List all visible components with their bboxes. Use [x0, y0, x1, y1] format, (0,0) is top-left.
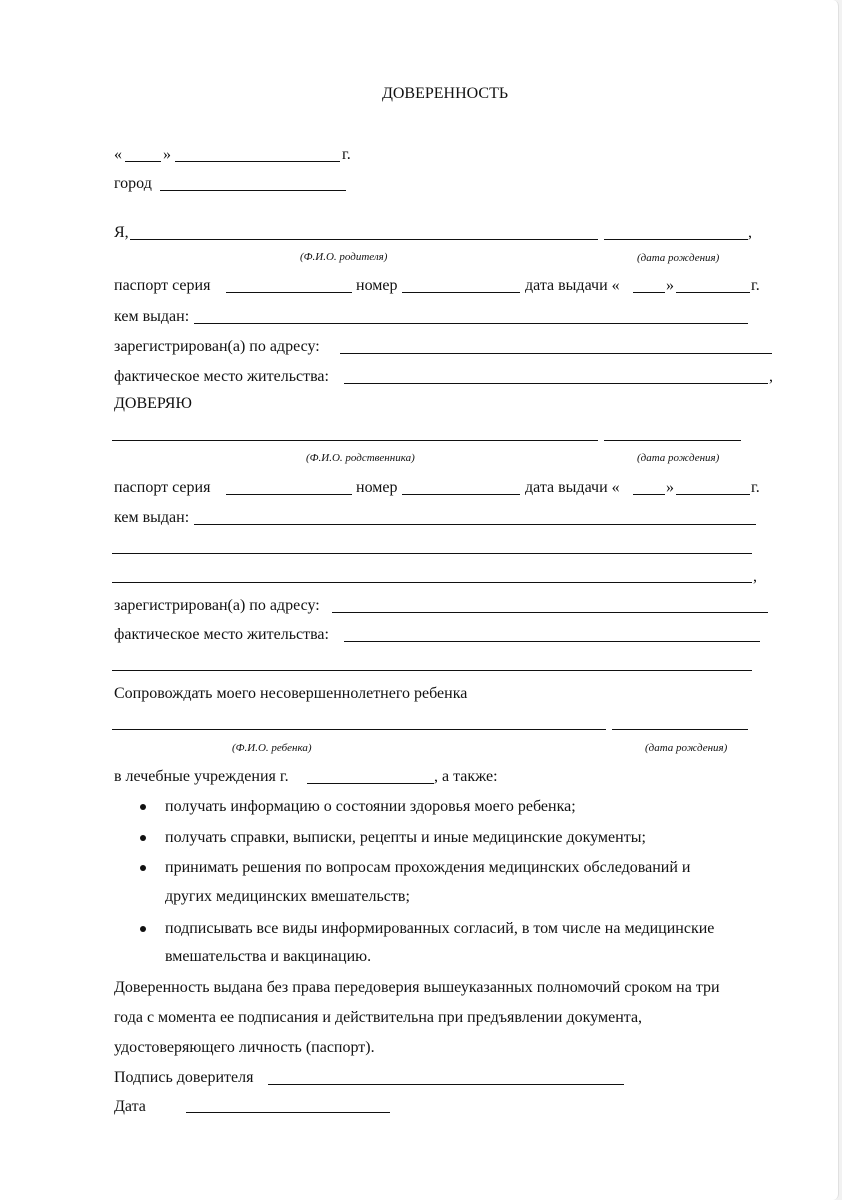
relative-residence-field[interactable] — [344, 641, 760, 642]
trust-word: ДОВЕРЯЮ — [114, 395, 192, 412]
parent-issue-day-field[interactable] — [633, 292, 665, 293]
date-year-suffix: г. — [342, 146, 351, 163]
parent-passport-number-label: номер — [356, 277, 398, 294]
parent-registered-label: зарегистрирован(а) по адресу: — [114, 338, 320, 355]
parent-birthdate-field[interactable] — [604, 239, 748, 240]
parent-passport-series-label: паспорт серия — [114, 277, 211, 294]
relative-name-caption: (Ф.И.О. родственника) — [306, 452, 415, 464]
medical-suffix: , а также: — [434, 768, 498, 785]
medical-city-field[interactable] — [307, 783, 434, 784]
child-birthdate-caption: (дата рождения) — [645, 742, 728, 754]
parent-registered-field[interactable] — [340, 353, 772, 354]
date-month-year-field[interactable] — [175, 161, 340, 162]
bullet-marker — [140, 865, 146, 871]
relative-passport-series-label: паспорт серия — [114, 479, 211, 496]
parent-passport-series-field[interactable] — [226, 292, 352, 293]
bullet-marker — [140, 804, 146, 810]
relative-issue-year-suffix: г. — [751, 479, 760, 496]
relative-name-field[interactable] — [112, 440, 598, 441]
parent-issue-close-quote: » — [666, 277, 674, 294]
child-birthdate-field[interactable] — [612, 729, 748, 730]
parent-issue-year-suffix: г. — [751, 277, 760, 294]
bullet-marker — [140, 926, 146, 932]
relative-birthdate-caption: (дата рождения) — [637, 452, 720, 464]
i-label: Я, — [114, 224, 129, 241]
date-label: Дата — [114, 1098, 146, 1115]
bullet-item: получать справки, выписки, рецепты и иные медицинские документы; — [165, 829, 646, 846]
signature-field[interactable] — [268, 1084, 624, 1085]
validity-line: года с момента ее подписания и действительна при предъявлении документа, — [114, 1009, 643, 1026]
parent-issued-by-label: кем выдан: — [114, 308, 190, 325]
medical-prefix: в лечебные учреждения г. — [114, 768, 289, 785]
relative-issue-close-quote: » — [666, 479, 674, 496]
relative-issued-by-field-2[interactable] — [112, 553, 752, 554]
parent-residence-label: фактическое место жительства: — [114, 368, 329, 385]
relative-birthdate-field[interactable] — [604, 440, 741, 441]
parent-comma: , — [748, 224, 752, 241]
relative-residence-field-2[interactable] — [112, 670, 752, 671]
validity-line: Доверенность выдана без права передоверия вышеуказанных полномочий сроком на три — [114, 979, 720, 996]
date-open-quote: « — [114, 146, 122, 163]
signature-label: Подпись доверителя — [114, 1069, 254, 1086]
relative-registered-label: зарегистрирован(а) по адресу: — [114, 597, 320, 614]
bullet-item-continuation: вмешательства и вакцинацию. — [165, 948, 372, 965]
bullet-item: подписывать все виды информированных согласий, в том числе на медицинские — [165, 920, 715, 937]
relative-issued-by-label: кем выдан: — [114, 509, 190, 526]
bullet-item-continuation: других медицинских вмешательств; — [165, 888, 410, 905]
parent-name-field[interactable] — [130, 239, 598, 240]
parent-residence-field[interactable] — [344, 383, 768, 384]
relative-passport-series-field[interactable] — [226, 494, 352, 495]
parent-issued-by-field[interactable] — [194, 323, 748, 324]
relative-registered-field[interactable] — [332, 612, 768, 613]
parent-issue-month-field[interactable] — [676, 292, 750, 293]
child-name-field[interactable] — [112, 729, 606, 730]
child-name-caption: (Ф.И.О. ребенка) — [232, 742, 312, 754]
parent-issue-date-label: дата выдачи « — [525, 277, 620, 294]
parent-residence-comma: , — [769, 368, 773, 385]
relative-issued-by-field-3[interactable] — [112, 582, 752, 583]
relative-passport-number-label: номер — [356, 479, 398, 496]
relative-passport-number-field[interactable] — [402, 494, 520, 495]
parent-passport-number-field[interactable] — [402, 292, 520, 293]
bullet-item: принимать решения по вопросам прохождения медицинских обследований и — [165, 859, 691, 876]
parent-name-caption: (Ф.И.О. родителя) — [300, 251, 388, 263]
relative-issue-month-field[interactable] — [676, 494, 750, 495]
relative-residence-label: фактическое место жительства: — [114, 626, 329, 643]
validity-line: удостоверяющего личность (паспорт). — [114, 1039, 375, 1056]
accompany-text: Сопровождать моего несовершеннолетнего ребенка — [114, 685, 468, 702]
parent-birthdate-caption: (дата рождения) — [637, 252, 720, 264]
date-field[interactable] — [186, 1112, 390, 1113]
relative-issued-by-comma: , — [753, 568, 757, 585]
bullet-marker — [140, 835, 146, 841]
document-title: ДОВЕРЕННОСТЬ — [381, 85, 509, 102]
city-label: город — [114, 175, 152, 192]
relative-issue-date-label: дата выдачи « — [525, 479, 620, 496]
city-field[interactable] — [160, 190, 346, 191]
date-day-field[interactable] — [125, 161, 161, 162]
relative-issue-day-field[interactable] — [633, 494, 665, 495]
relative-issued-by-field[interactable] — [194, 524, 756, 525]
date-close-quote: » — [163, 146, 171, 163]
bullet-item: получать информацию о состоянии здоровья моего ребенка; — [165, 798, 576, 815]
